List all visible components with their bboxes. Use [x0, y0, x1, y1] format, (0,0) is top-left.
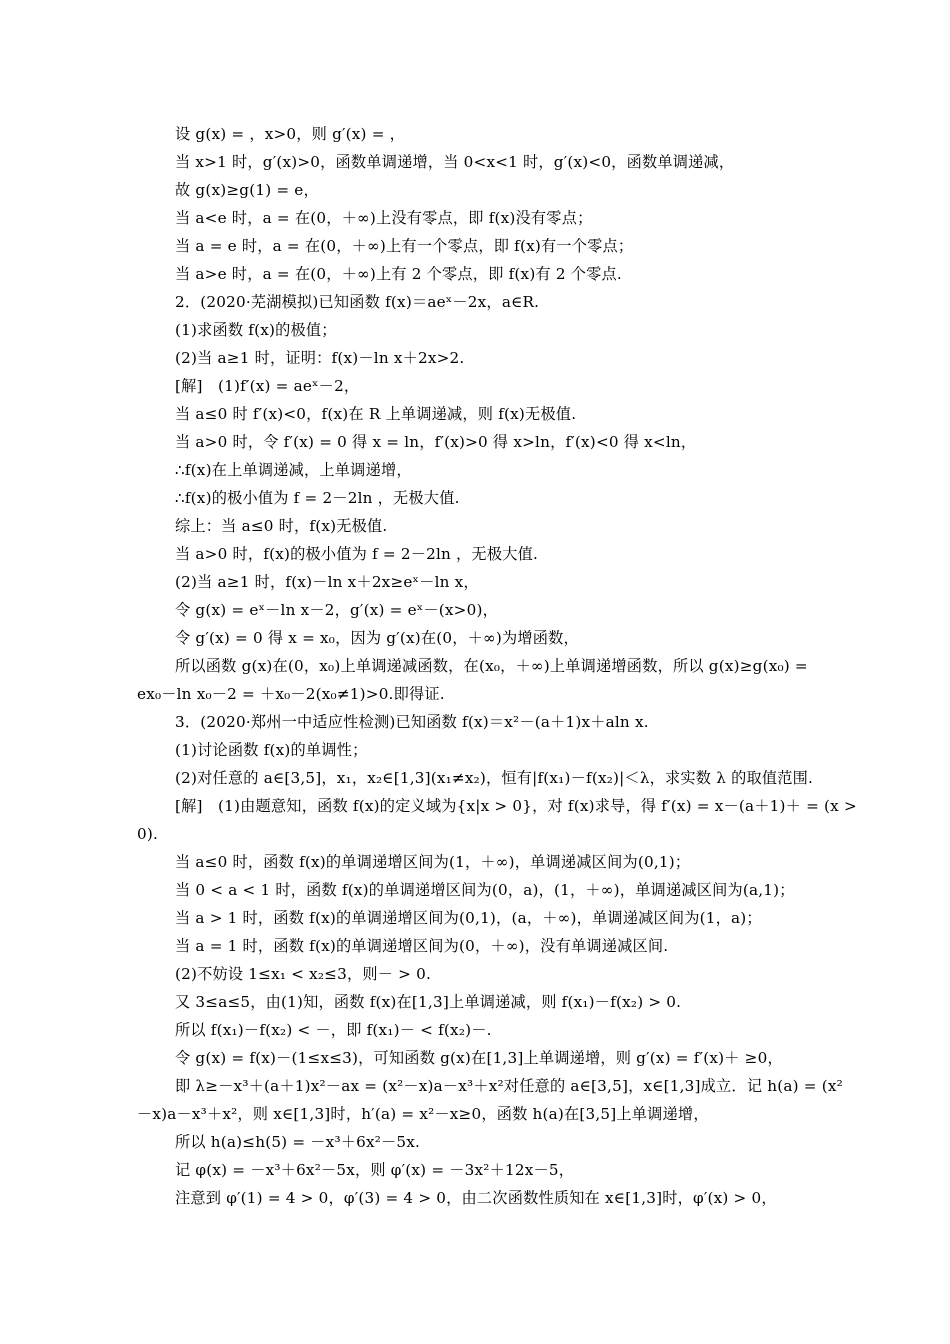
text-line: 当 a>e 时，a = 在(0，＋∞)上有 2 个零点，即 f(x)有 2 个零点. — [175, 265, 622, 283]
text-line: 当 a = e 时，a = 在(0，＋∞)上有一个零点，即 f(x)有一个零点； — [175, 237, 634, 255]
text-line: 当 a≤0 时，函数 f(x)的单调递增区间为(1，＋∞)，单调递减区间为(0,1)； — [175, 853, 691, 871]
text-line: 当 a≤0 时 f′(x)<0，f(x)在 R 上单调递减，则 f(x)无极值. — [175, 405, 577, 423]
text-line: 故 g(x)≥g(1) = e， — [175, 181, 319, 199]
text-line: 即 λ≥－x³＋(a＋1)x²－ax = (x²－x)a－x³＋x²对任意的 a∈[3,5]，x∈[1,3]成立．记 h(a) = (x² — [175, 1077, 843, 1095]
text-line: (1)求函数 f(x)的极值； — [175, 321, 337, 339]
text-line: ex₀－ln x₀－2 = ＋x₀－2(x₀≠1)>0.即得证. — [137, 685, 445, 703]
text-line: (2)对任意的 a∈[3,5]，x₁，x₂∈[1,3](x₁≠x₂)，恒有|f(x₁)－f(x₂)|＜λ，求实数 λ 的取值范围. — [175, 769, 814, 787]
text-line: 设 g(x) = ，x>0，则 g′(x) = ， — [175, 125, 406, 143]
text-line: 令 g(x) = eˣ－ln x－2，g′(x) = eˣ－(x>0)， — [175, 601, 498, 619]
text-line: －x)a－x³＋x²，则 x∈[1,3]时，h′(a) = x²－x≥0，函数 h(a)在[3,5]上单调递增， — [137, 1105, 709, 1123]
text-line: 综上：当 a≤0 时，f(x)无极值. — [175, 517, 388, 535]
text-line: 当 a>0 时，令 f′(x) = 0 得 x = ln，f′(x)>0 得 x>ln，f′(x)<0 得 x<ln， — [175, 433, 697, 451]
text-line: (2)当 a≥1 时，证明：f(x)－ln x＋2x>2. — [175, 349, 465, 367]
text-line: (1)讨论函数 f(x)的单调性； — [175, 741, 368, 759]
text-line: 所以 f(x₁)－f(x₂) < －，即 f(x₁)－ < f(x₂)－. — [175, 1021, 492, 1039]
text-line: 当 a = 1 时，函数 f(x)的单调递增区间为(0，＋∞)，没有单调递减区间. — [175, 937, 669, 955]
text-line: 当 a<e 时，a = 在(0，＋∞)上没有零点，即 f(x)没有零点； — [175, 209, 593, 227]
solution-line: [解] (1)由题意知，函数 f(x)的定义域为{x|x > 0}，对 f(x)求导，得 f′(x) = x－(a＋1)＋ = (x > — [175, 797, 857, 815]
text-line: 当 a>0 时，f(x)的极小值为 f = 2－2ln ，无极大值. — [175, 545, 539, 563]
problem-heading: 3．(2020·郑州一中适应性检测)已知函数 f(x)＝x²－(a＋1)x＋aln x. — [175, 713, 649, 731]
text-line: (2)不妨设 1≤x₁ < x₂≤3，则－ > 0. — [175, 965, 432, 983]
text-line: 注意到 φ′(1) = 4 > 0，φ′(3) = 4 > 0，由二次函数性质知在 x∈[1,3]时，φ′(x) > 0， — [175, 1189, 777, 1207]
text-line: 所以函数 g(x)在(0，x₀)上单调递减函数，在(x₀，＋∞)上单调递增函数，所以 g(x)≥g(x₀) = — [175, 657, 808, 675]
text-line: 当 x>1 时，g′(x)>0，函数单调递增，当 0<x<1 时，g′(x)<0，函数单调递减， — [175, 153, 735, 171]
text-line: (2)当 a≥1 时，f(x)－ln x＋2x≥eˣ－ln x， — [175, 573, 479, 591]
text-line: 令 g(x) = f(x)－(1≤x≤3)，可知函数 g(x)在[1,3]上单调递增，则 g′(x) = f′(x)＋ ≥0， — [175, 1049, 783, 1067]
text-line: 又 3≤a≤5，由(1)知，函数 f(x)在[1,3]上单调递减，则 f(x₁)－f(x₂) > 0. — [175, 993, 682, 1011]
text-line: ∴f(x)的极小值为 f = 2－2ln ，无极大值. — [175, 489, 460, 507]
problem-heading: 2．(2020·芜湖模拟)已知函数 f(x)＝aeˣ－2x，a∈R. — [175, 293, 540, 311]
text-line: 0). — [137, 825, 159, 843]
text-line: 所以 h(a)≤h(5) = －x³＋6x²－5x. — [175, 1133, 421, 1151]
text-line: 当 0 < a < 1 时，函数 f(x)的单调递增区间为(0，a)，(1，＋∞)，单调递减区间为(a,1)； — [175, 881, 795, 899]
text-line: 令 g′(x) = 0 得 x = x₀，因为 g′(x)在(0，＋∞)为增函数， — [175, 629, 579, 647]
text-line: 记 φ(x) = －x³＋6x²－5x，则 φ′(x) = －3x²＋12x－5， — [175, 1161, 575, 1179]
solution-line: [解] (1)f′(x) = aeˣ－2， — [175, 377, 360, 395]
text-line: 当 a > 1 时，函数 f(x)的单调递增区间为(0,1)，(a，＋∞)，单调递减区间为(1，a)； — [175, 909, 762, 927]
text-line: ∴f(x)在上单调递减，上单调递增， — [175, 461, 412, 479]
